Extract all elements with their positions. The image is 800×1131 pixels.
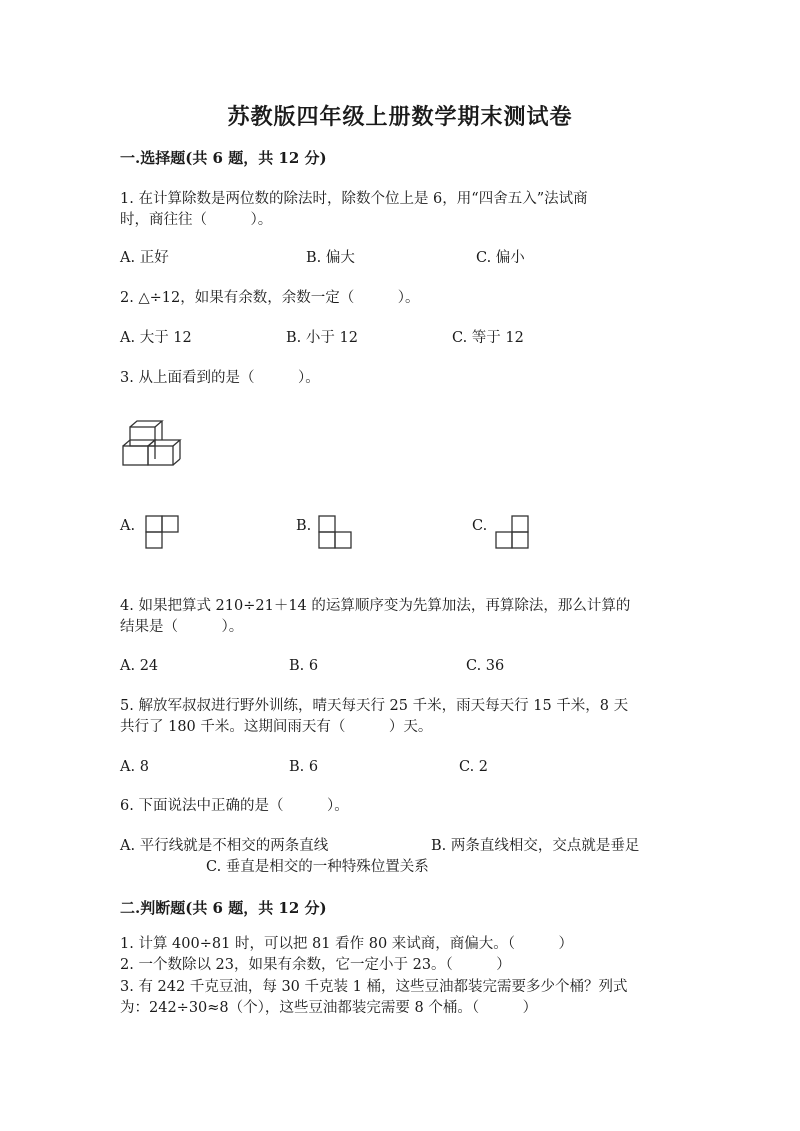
section-heading-judgement: 二.判断题(共 6 题，共 12 分)	[120, 899, 327, 917]
question-1-option-b: B. 偏大	[306, 250, 355, 266]
question-6-option-b: B. 两条直线相交，交点就是垂足	[431, 838, 640, 854]
question-3-option-a-label: A.	[120, 518, 136, 534]
question-4-option-a: A. 24	[120, 658, 159, 674]
question-5-option-c: C. 2	[459, 759, 489, 775]
judgement-item-3-line-2: 为：242÷30≈8（个），这些豆油都装完需要 8 个桶。（ ）	[120, 1000, 538, 1016]
judgement-item-2: 2. 一个数除以 23，如果有余数，它一定小于 23。（ ）	[120, 957, 511, 973]
section-heading-choice: 一.选择题(共 6 题，共 12 分)	[120, 149, 327, 167]
question-5-line-2: 共行了 180 千米。这期间雨天有（ ）天。	[120, 719, 433, 735]
question-4-line-2: 结果是（ ）。	[120, 619, 244, 635]
question-6-option-a: A. 平行线就是不相交的两条直线	[120, 838, 329, 854]
question-2-option-c: C. 等于 12	[452, 330, 524, 346]
option-c-view-figure	[495, 515, 529, 549]
question-2-option-b: B. 小于 12	[286, 330, 358, 346]
question-5-line-1: 5. 解放军叔叔进行野外训练，晴天每天行 25 千米，雨天每天行 15 千米，8 天	[120, 698, 629, 714]
question-1-line-1: 1. 在计算除数是两位数的除法时，除数个位上是 6，用“四舍五入”法试商	[120, 191, 588, 207]
question-1-line-2: 时，商往往（ ）。	[120, 212, 273, 228]
question-1-option-a: A. 正好	[120, 250, 169, 266]
question-6-option-c: C. 垂直是相交的一种特殊位置关系	[206, 859, 429, 875]
question-3-text: 3. 从上面看到的是（ ）。	[120, 370, 320, 386]
question-3-option-b-label: B.	[296, 518, 312, 534]
question-4-option-b: B. 6	[289, 658, 319, 674]
judgement-item-3-line-1: 3. 有 242 千克豆油，每 30 千克装 1 桶，这些豆油都装完需要多少个桶？列式	[120, 979, 628, 995]
cube-stack-figure	[118, 418, 184, 470]
question-3-option-c-label: C.	[472, 518, 488, 534]
question-1-option-c: C. 偏小	[476, 250, 525, 266]
question-4-line-1: 4. 如果把算式 210÷21＋14 的运算顺序变为先算加法，再算除法，那么计算的	[120, 598, 631, 614]
option-a-view-figure	[145, 515, 179, 549]
option-b-view-figure	[318, 515, 352, 549]
question-4-option-c: C. 36	[466, 658, 505, 674]
question-2-text: 2. △÷12，如果有余数，余数一定（ ）。	[120, 290, 420, 306]
question-2-option-a: A. 大于 12	[120, 330, 192, 346]
page-title: 苏教版四年级上册数学期末测试卷	[227, 104, 573, 130]
question-5-option-a: A. 8	[120, 759, 149, 775]
judgement-item-1: 1. 计算 400÷81 时，可以把 81 看作 80 来试商，商偏大。（ ）	[120, 936, 574, 952]
question-6-text: 6. 下面说法中正确的是（ ）。	[120, 798, 349, 814]
question-5-option-b: B. 6	[289, 759, 319, 775]
